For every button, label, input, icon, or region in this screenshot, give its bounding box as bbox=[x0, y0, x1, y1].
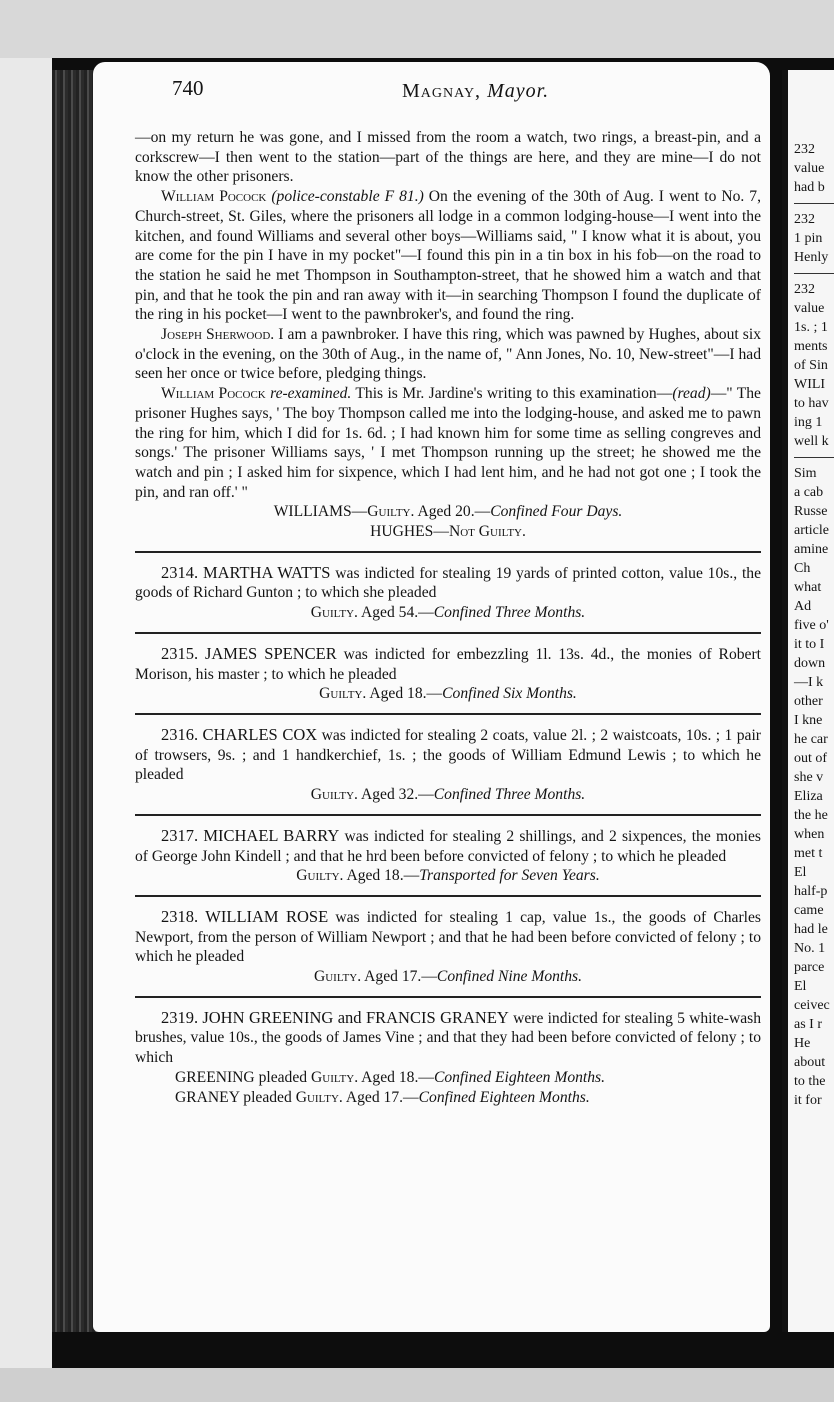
facing-page-line: No. 1 bbox=[794, 941, 826, 956]
section-rule bbox=[135, 895, 761, 897]
age: Aged 18.— bbox=[346, 867, 420, 885]
testimony-text: I am a pawnbroker. I have this ring, which was pawned by Hughes, about six o'clock in the evening, on the 30th of Aug., in the name of, " Ann Jones, No. 10, New-street"—I had seen her once or twice before, pledging things. bbox=[135, 326, 761, 383]
facing-page-line: article bbox=[794, 523, 829, 538]
plea: Not Guilty. bbox=[448, 523, 526, 541]
case-text: was indicted for stealing 2 coats, value 2l. ; 2 waistcoats, 10s. ; 1 pair of trowsers, 9s. ; and 1 handkerchief, 1s. ; the goods of William Edmund Lewis ; to which he pleaded bbox=[135, 726, 761, 784]
facing-page-line: —I k bbox=[794, 675, 824, 690]
facing-page-line: 232 bbox=[794, 212, 815, 227]
defendant-names: JOHN GREENING and FRANCIS GRANEY bbox=[202, 1007, 509, 1027]
testimony-continued: —on my return he was gone, and I missed from the room a watch, two rings, a breast-pin, and a corkscrew—I then went to the station—part of the things are here, and they are mine—I do not know the other prisoners. bbox=[135, 129, 761, 186]
age: Aged 18.— bbox=[369, 685, 443, 703]
sentence: Confined Four Days. bbox=[490, 503, 623, 521]
facing-page-line: came bbox=[794, 903, 824, 918]
verdict-graney bbox=[135, 1088, 761, 1108]
defendant-name: CHARLES COX bbox=[202, 724, 318, 744]
facing-page-line: half-p bbox=[794, 884, 828, 899]
facing-page-line: 232 bbox=[794, 142, 815, 157]
facing-page-line: it to I bbox=[794, 637, 825, 652]
facing-page-line: Henly bbox=[794, 250, 829, 265]
page-header bbox=[172, 72, 762, 106]
age: Aged 20.— bbox=[417, 503, 491, 521]
read-note: (read) bbox=[672, 385, 711, 403]
facing-page-line: He bbox=[794, 1036, 811, 1051]
facing-page-line: had b bbox=[794, 180, 825, 195]
witness-role: (police-constable F 81.) bbox=[271, 188, 424, 206]
facing-page-line: 1s. ; 1 bbox=[794, 320, 828, 335]
case-2316 bbox=[135, 725, 761, 785]
case-text: was indicted for stealing 1 cap, value 1s., the goods of Charles Newport, from the person of William Newport ; and that he had been before convicted of felony ; to which he pleaded bbox=[135, 908, 761, 966]
defendant-plea: GREENING pleaded bbox=[175, 1068, 308, 1086]
facing-page-line: amine bbox=[794, 542, 829, 557]
section-rule bbox=[135, 996, 761, 998]
case-text: was indicted for stealing 2 shillings, and 2 sixpences, the monies of George John Kindell ; and that he hrd been before convicted of felony ; to which he pleaded bbox=[135, 827, 761, 865]
sentence: Confined Nine Months. bbox=[436, 968, 583, 986]
facing-page-line: she v bbox=[794, 770, 824, 785]
sentence: Transported for Seven Years. bbox=[419, 867, 600, 885]
case-2317 bbox=[135, 826, 761, 866]
testimony-sherwood bbox=[135, 325, 761, 384]
facing-page-fragment bbox=[782, 70, 834, 1332]
facing-page-line: Ad bbox=[794, 599, 812, 614]
sentence: Confined Three Months. bbox=[433, 786, 586, 804]
defendant-name: MICHAEL BARRY bbox=[203, 825, 340, 845]
age: Aged 18.— bbox=[361, 1068, 434, 1086]
age: Aged 17.— bbox=[364, 968, 437, 986]
running-head-title: Mayor. bbox=[487, 80, 550, 102]
case-number: 2314. bbox=[161, 562, 199, 582]
testimony-text: —" The prisoner Hughes says, ' The boy Thompson called me into the lodging-house, and asked me to pawn the ring for him, which I did for 1s. 6d. ; I had known him for some time as selling congreves and songs.' The prisoner Williams says, ' I met Thompson running up the street; he showed me the watch and pin ; I asked him for sixpence, which I had lent him, and he had not got one ; I took the pin, and ran off.' " bbox=[135, 385, 761, 501]
running-head bbox=[402, 80, 549, 103]
section-rule bbox=[135, 551, 761, 553]
facing-page-line: out of bbox=[794, 751, 828, 766]
verdict-williams bbox=[135, 502, 761, 522]
facing-page-rule bbox=[794, 273, 834, 274]
plea: Guilty. bbox=[295, 1088, 343, 1106]
section-rule bbox=[135, 814, 761, 816]
facing-page-line: a cab bbox=[794, 485, 824, 500]
scan-top-margin bbox=[0, 0, 834, 58]
facing-page-line: Sim bbox=[794, 466, 817, 481]
age: Aged 54.— bbox=[360, 604, 434, 622]
facing-page-lines bbox=[788, 70, 834, 1110]
case-number: 2317. bbox=[161, 825, 199, 845]
case-2319 bbox=[135, 1008, 761, 1068]
witness-role: re-examined. bbox=[270, 385, 352, 403]
testimony-text: On the evening of the 30th of Aug. I went to No. 7, Church-street, St. Giles, where the prisoners all lodge in a common lodging-house—I went into the kitchen, and found Williams and several other boys—Williams said, " I know what it is about, you are come for the pin I have in my pocket"—I found this pin in a tin box in his fob—on the road to the station he said he met Thompson in Southampton-street, that he showed him a watch and that pin, and that he took the pin and ran away with it—in searching Thompson I found the duplicate of the ring in his pocket—I went to the pawnbroker's, and found the ring. bbox=[135, 188, 761, 324]
defendant-name: WILLIAMS— bbox=[273, 503, 368, 521]
verdict bbox=[135, 603, 761, 623]
facing-page-line: El bbox=[794, 979, 807, 994]
plea: Guilty. bbox=[313, 968, 362, 986]
case-2318 bbox=[135, 907, 761, 967]
facing-page-line: ceivec bbox=[794, 998, 830, 1013]
plea: Guilty. bbox=[319, 685, 367, 703]
witness-name: William Pocock bbox=[161, 385, 266, 403]
witness-name: William Pocock bbox=[161, 188, 267, 206]
testimony-pocock-reexamined bbox=[135, 384, 761, 502]
case-2314 bbox=[135, 563, 761, 603]
age: Aged 17.— bbox=[345, 1088, 419, 1106]
testimony-text: This is Mr. Jardine's writing to this examination— bbox=[355, 385, 673, 403]
verdict bbox=[135, 967, 761, 987]
page-number: 740 bbox=[172, 76, 204, 100]
defendant-name: WILLIAM ROSE bbox=[205, 906, 329, 926]
sentence: Confined Six Months. bbox=[442, 685, 577, 703]
facing-page-line: when bbox=[794, 827, 825, 842]
facing-page-line: well k bbox=[794, 434, 829, 449]
facing-page-rule bbox=[794, 457, 834, 458]
facing-page-line: the he bbox=[794, 808, 828, 823]
facing-page-line: what bbox=[794, 580, 822, 595]
case-text: were indicted for stealing 5 white-wash brushes, value 10s., the goods of James Vine ; and that they had been before convicted of felony ; to which bbox=[135, 1009, 762, 1067]
facing-page-line: value bbox=[794, 301, 825, 316]
sentence: Confined Eighteen Months. bbox=[433, 1068, 606, 1086]
defendant-name: MARTHA WATTS bbox=[202, 562, 331, 582]
facing-page-line: of Sin bbox=[794, 358, 828, 373]
facing-page-line: other bbox=[794, 694, 823, 709]
case-number: 2316. bbox=[161, 724, 199, 744]
defendant-name: HUGHES— bbox=[370, 523, 449, 541]
sentence: Confined Eighteen Months. bbox=[418, 1088, 590, 1106]
facing-page-line: Eliza bbox=[794, 789, 823, 804]
sentence: Confined Three Months. bbox=[433, 604, 586, 622]
case-2315 bbox=[135, 644, 761, 684]
plea: Guilty. bbox=[296, 867, 344, 885]
verdict-hughes bbox=[135, 522, 761, 542]
scan-bottom-margin bbox=[0, 1368, 834, 1402]
facing-page-line: value bbox=[794, 161, 825, 176]
age: Aged 32.— bbox=[360, 786, 434, 804]
plea: Guilty. bbox=[310, 786, 358, 804]
defendant-plea: GRANEY pleaded bbox=[175, 1088, 292, 1106]
facing-page-line: ing 1 bbox=[794, 415, 823, 430]
facing-page-line: to the bbox=[794, 1074, 826, 1089]
verdict bbox=[135, 866, 761, 886]
facing-page-line: El bbox=[794, 865, 807, 880]
facing-page-line: down bbox=[794, 656, 826, 671]
facing-page-line: five o' bbox=[794, 618, 829, 633]
verdict-greening bbox=[135, 1068, 761, 1088]
witness-name: Joseph Sherwood. bbox=[161, 326, 275, 344]
facing-page-line: 1 pin bbox=[794, 231, 823, 246]
page-body bbox=[135, 128, 761, 1107]
plea: Guilty. bbox=[310, 604, 358, 622]
section-rule bbox=[135, 713, 761, 715]
case-number: 2319. bbox=[161, 1007, 199, 1027]
facing-page-line: met t bbox=[794, 846, 823, 861]
case-text: was indicted for stealing 19 yards of printed cotton, value 10s., the goods of Richard Gunton ; to which she pleaded bbox=[135, 564, 761, 602]
facing-page-line: as I r bbox=[794, 1017, 822, 1032]
facing-page-rule bbox=[794, 203, 834, 204]
facing-page-line: to hav bbox=[794, 396, 829, 411]
facing-page-line: he car bbox=[794, 732, 828, 747]
case-text: was indicted for embezzling 1l. 13s. 4d., the monies of Robert Morison, his master ; to which he pleaded bbox=[135, 645, 761, 683]
verdict bbox=[135, 785, 761, 805]
facing-page-line: about bbox=[794, 1055, 826, 1070]
facing-page-line: parce bbox=[794, 960, 825, 975]
case-number: 2315. bbox=[161, 643, 199, 663]
facing-page-line: had le bbox=[794, 922, 828, 937]
facing-page-line: ments bbox=[794, 339, 828, 354]
facing-page-line: 232 bbox=[794, 282, 815, 297]
plea: Guilty. bbox=[367, 503, 415, 521]
running-head-name: Magnay, bbox=[402, 80, 482, 102]
plea: Guilty. bbox=[310, 1068, 359, 1086]
case-number: 2318. bbox=[161, 906, 199, 926]
facing-page-line: Ch bbox=[794, 561, 811, 576]
facing-page-line: I kne bbox=[794, 713, 823, 728]
facing-page-line: it for bbox=[794, 1093, 822, 1108]
facing-page-line: Russe bbox=[794, 504, 828, 519]
defendant-name: JAMES SPENCER bbox=[204, 643, 337, 663]
verdict bbox=[135, 684, 761, 704]
scan-left-margin bbox=[0, 58, 52, 1368]
facing-page-line: WILI bbox=[794, 377, 826, 392]
testimony-pocock bbox=[135, 187, 761, 325]
section-rule bbox=[135, 632, 761, 634]
